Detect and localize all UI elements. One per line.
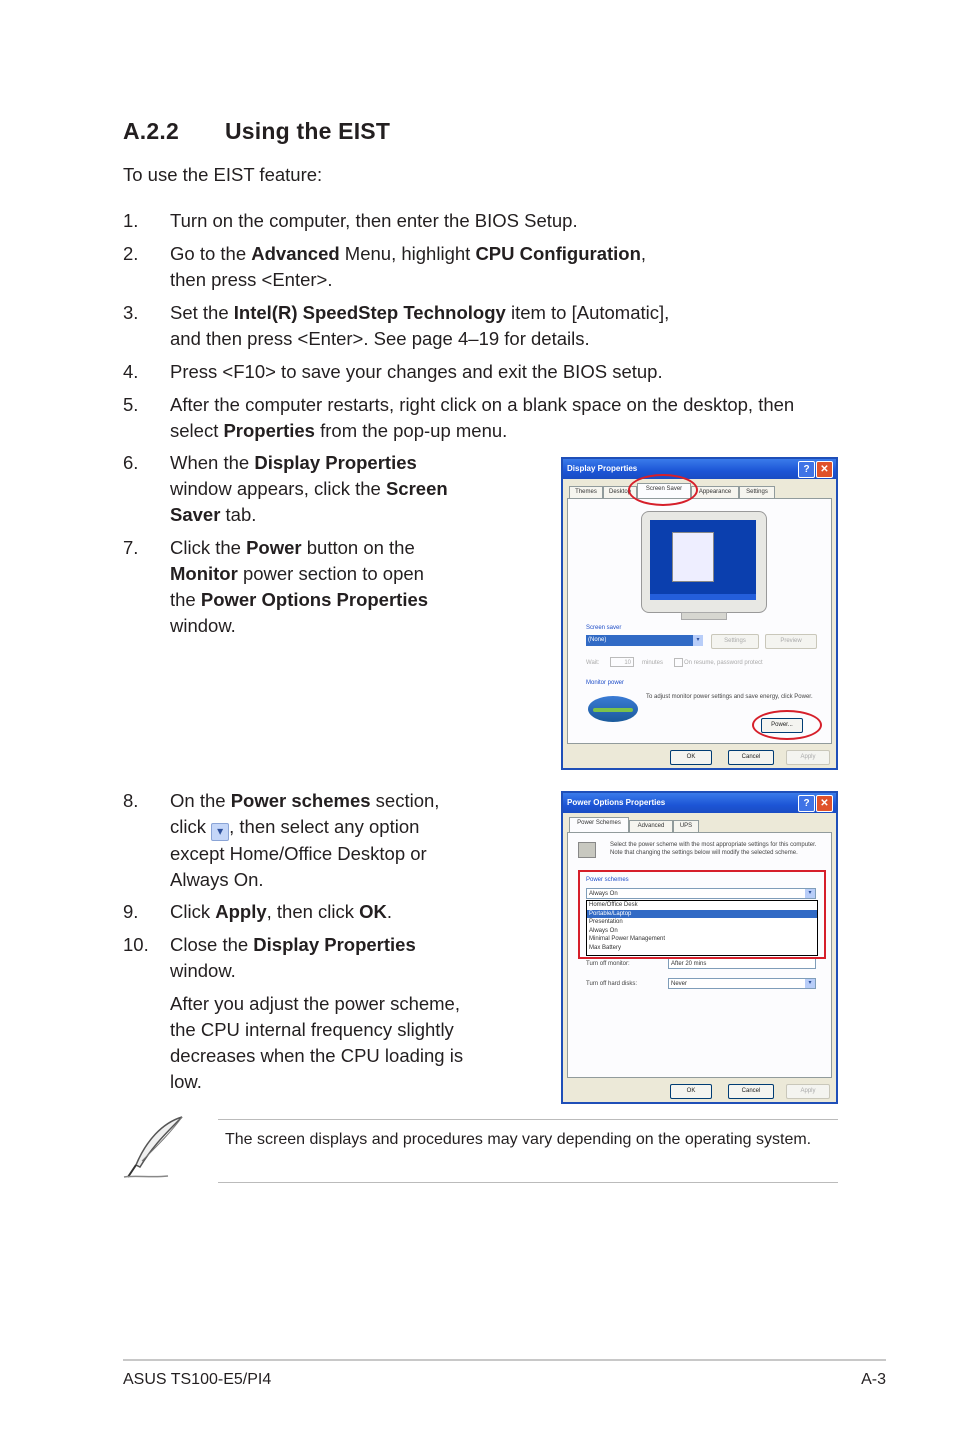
tab-themes[interactable]: Themes [569,486,603,498]
energy-star-icon [588,696,638,722]
disk-off-label: Turn off hard disks: [586,981,638,987]
password-label: On resume, password protect [684,660,763,666]
menu-name: Advanced [251,243,340,264]
step-text: window appears, click the [170,478,386,499]
wait-input[interactable]: 10 [610,657,634,667]
section-number: A.2.2 [123,118,179,144]
footer-left: ASUS TS100-E5/PI4 [123,1371,272,1388]
after-line: the CPU internal frequency slightly [170,1019,454,1040]
chevron-down-icon: ▾ [693,635,703,646]
intro-text: To use the EIST feature: [123,164,323,185]
monitor-off-value: After 20 mins [671,961,707,967]
window-title: Display Properties [567,464,638,473]
power-button[interactable]: Power... [761,718,803,733]
note-bottom-rule [218,1182,838,1183]
cancel-button[interactable]: Cancel [728,750,774,765]
step-text: click [170,816,212,837]
item-name: Properties [223,420,315,441]
after-line: low. [170,1071,202,1092]
item-name: CPU Configuration [475,243,641,264]
tab-name: Saver [170,504,221,525]
chevron-down-icon[interactable]: ▾ [805,979,815,988]
after-paragraph [170,991,463,1095]
monitor-preview [641,511,767,613]
step-text: On the [170,790,231,811]
step-number: 7. [123,537,139,558]
footer-rule [123,1359,886,1361]
window-titlebar [563,459,836,479]
power-description: Select the power scheme with the most appropriate settings for this computer. Note that changing the settings below will modify the selected scheme. [610,842,817,856]
step-text: After the computer restarts, right click on a blank space on the desktop, then [170,394,795,415]
after-line: decreases when the CPU loading is [170,1045,464,1066]
window-titlebar [563,793,836,813]
tab-panel [567,498,832,744]
step-text: When the [170,452,255,473]
screensaver-value: (None) [588,637,607,643]
window-title: Power Options Properties [567,798,666,807]
screensaver-label: Screen saver [586,625,622,631]
tab-appearance[interactable]: Appearance [691,486,739,498]
tab-desktop[interactable]: Desktop [603,486,637,498]
monitor-stand [681,612,727,620]
step-text: tab. [220,504,257,525]
step-text: , then click [266,901,360,922]
step-text: Always On. [170,869,264,890]
item-name: Intel(R) SpeedStep Technology [233,302,506,323]
help-icon[interactable]: ? [798,461,815,478]
step-text: from the pop-up menu. [314,420,508,441]
feather-pen-icon [122,1115,186,1181]
scheme-option[interactable]: Always On [589,927,618,934]
section-title: Using the EIST [225,118,391,144]
preview-screen [650,520,756,600]
step-number: 2. [123,243,139,264]
section-heading [123,118,390,145]
preview-button[interactable]: Preview [765,634,817,649]
preview-taskbar [650,594,756,600]
scheme-option[interactable]: Minimal Power Management [589,936,666,942]
disk-off-select[interactable] [668,978,816,989]
step-text: Menu, highlight [339,243,476,264]
after-line: After you adjust the power scheme, [170,993,460,1014]
button-name: Power [246,537,302,558]
tab-advanced[interactable]: Advanced [629,820,673,832]
power-scheme-value: Always On [589,891,618,897]
scheme-option[interactable]: Max Battery [589,944,622,951]
button-name: Apply [215,901,267,922]
screensaver-select[interactable] [586,635,703,646]
close-icon[interactable]: ✕ [816,795,833,812]
help-icon[interactable]: ? [798,795,815,812]
step-number: 9. [123,901,139,922]
scheme-option-selected[interactable]: Portable/Laptop [587,910,817,919]
tab-name: Screen [385,478,448,499]
monitor-power-text: To adjust monitor power settings and save energy, click Power. [646,694,813,700]
step-text: section, [370,790,440,811]
chevron-down-icon[interactable]: ▾ [805,889,815,898]
apply-button[interactable]: Apply [786,1084,830,1099]
step-number: 5. [123,394,139,415]
step-text: except Home/Office Desktop or [170,843,427,864]
step-text: Click [170,901,216,922]
window-name: Power Options Properties [200,589,429,610]
ok-button[interactable]: OK [670,750,712,765]
monitor-off-label: Turn off monitor: [586,961,630,967]
note-text: The screen displays and procedures may vary depending on the operating system. [225,1131,812,1148]
cancel-button[interactable]: Cancel [728,1084,774,1099]
section-name: Monitor [170,563,238,584]
window-name: Display Properties [253,934,416,955]
ok-button[interactable]: OK [670,1084,712,1099]
step-number: 3. [123,302,139,323]
monitor-power-label: Monitor power [586,680,625,686]
step-text: window. [170,615,236,636]
step-number: 6. [123,452,139,473]
tab-power-schemes[interactable]: Power Schemes [569,817,629,832]
scheme-option[interactable]: Home/Office Desk [589,902,638,908]
screen-saver-highlight [628,474,698,506]
step-text: Click the [170,537,247,558]
scheme-option[interactable]: Presentation [589,919,623,925]
step-number: 8. [123,790,139,811]
step-text: Set the [170,302,234,323]
step-text: button on the [301,537,415,558]
preview-window [672,532,714,582]
step-number: 4. [123,361,139,382]
note-top-rule [218,1119,838,1120]
step-text: then press <Enter>. [170,269,333,290]
step-text: window. [170,960,236,981]
step-text: select [170,420,224,441]
password-checkbox[interactable] [674,658,683,667]
power-button-highlight [752,710,822,740]
step-text: , [640,243,647,264]
power-schemes-label: Power schemes [586,877,629,883]
settings-button[interactable]: Settings [711,634,759,649]
step-text: and then press <Enter>. See page 4–19 for details. [170,328,590,349]
step-number: 10. [123,934,149,955]
tab-settings[interactable]: Settings [739,486,775,498]
step-text: Press <F10> to save your changes and exit the BIOS setup. [170,361,663,382]
step-text: Go to the [170,243,252,264]
power-schemes-highlight [578,870,826,959]
step-text: . [386,901,393,922]
monitor-off-select[interactable] [668,958,816,969]
tab-ups[interactable]: UPS [673,820,699,832]
section-name: Power schemes [230,790,371,811]
step-text: item to [Automatic], [505,302,670,323]
footer-page-number: A-3 [861,1371,886,1388]
window-name: Display Properties [254,452,417,473]
tab-screen-saver[interactable]: Screen Saver [637,483,691,498]
step-text: , then select any option [229,816,420,837]
step-text: the [170,589,201,610]
minutes-label: minutes [642,660,664,666]
dropdown-arrow-icon: ▾ [211,823,229,841]
power-scheme-icon [578,842,596,858]
step-text: Turn on the computer, then enter the BIOS Setup. [170,210,578,231]
apply-button[interactable]: Apply [786,750,830,765]
close-icon[interactable]: ✕ [816,461,833,478]
step-text: power section to open [237,563,424,584]
disk-off-value: Never [671,981,688,987]
button-name: OK [359,901,387,922]
step-number: 1. [123,210,139,231]
energy-star-swoosh [593,708,633,712]
wait-label: Wait: [586,660,600,666]
step-text: Close the [170,934,254,955]
